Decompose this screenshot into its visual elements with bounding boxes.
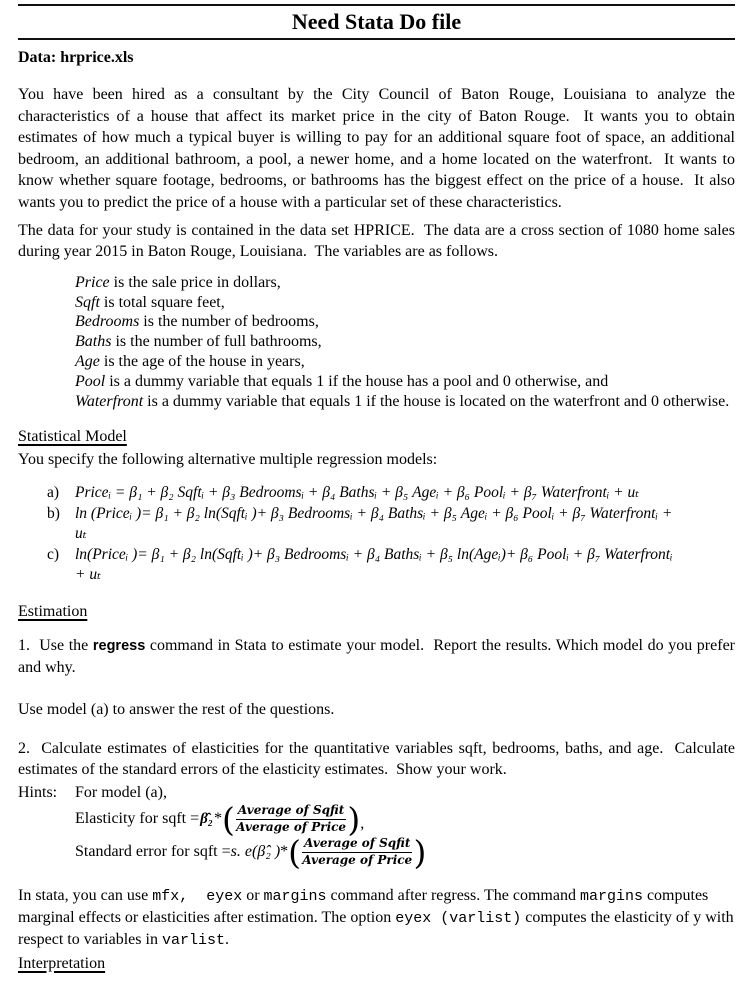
horizontal-rule-top <box>18 4 735 6</box>
data-filename: Data: hrprice.xls <box>18 49 134 66</box>
model-equation-line: Priceᵢ = β₁ + β₂ Sqftᵢ + β₃ Bedroomsᵢ + β₄ Bathsᵢ + β₅ Ageᵢ + β₆ Poolᵢ + β₇ Waterfrontᵢ + uₜ <box>75 484 640 502</box>
hints-label: Hints: <box>18 783 58 801</box>
variable-name: Price <box>75 273 110 291</box>
variable-item-price <box>75 273 735 293</box>
fraction <box>302 837 412 868</box>
formula-label: Standard error for sqft = <box>75 843 231 861</box>
stata-note-text: computes the elasticity of y with respect to variables in <box>18 909 738 949</box>
variable-description: is total square feet, <box>99 293 225 311</box>
variable-name: Sqft <box>75 293 100 311</box>
section-heading-estimation: Estimation <box>18 602 88 620</box>
model-list <box>18 483 735 586</box>
standard-error-term: s. e(β̂₂ ) <box>230 843 281 861</box>
model-equation <box>75 504 735 545</box>
question-2: 2. Calculate estimates of elasticities for the quantitative variables sqft, bedrooms, baths, and age. Calculate estimates of the standard errors of the elasticity estimates. Show your work. <box>18 739 739 779</box>
use-model-note: Use model (a) to answer the rest of the questions. <box>18 701 335 719</box>
elasticity-formula <box>75 799 735 839</box>
fraction-numerator: Average of Sqfit <box>302 837 412 853</box>
variable-item-bedrooms <box>75 312 735 332</box>
model-item-b <box>18 504 735 545</box>
model-equation-line: uₜ <box>75 525 87 543</box>
mfx-eyex-command: mfx, eyex <box>152 887 243 905</box>
fraction-denominator: Average of Price <box>236 820 347 835</box>
section-heading-interpretation: Interpretation <box>18 954 106 972</box>
variable-name: Age <box>75 352 100 370</box>
horizontal-rule-under-title <box>18 38 735 40</box>
model-label: c) <box>47 545 60 563</box>
variable-name: Pool <box>75 372 106 390</box>
variable-item-baths <box>75 332 735 352</box>
formula-label: Elasticity for sqft = <box>75 810 200 828</box>
hints-row <box>18 783 735 803</box>
model-equation-line: ln(Priceᵢ )= β₁ + β₂ ln(Sqftᵢ )+ β₃ Bedroomsᵢ + β₄ Bathsᵢ + β₅ ln(Ageᵢ)+ β₆ Poolᵢ + β₇ Waterfrontᵢ <box>75 545 673 563</box>
model-equation-line: ln (Priceᵢ )= β₁ + β₂ ln(Sqftᵢ )+ β₃ Bedroomsᵢ + β₄ Bathsᵢ + β₅ Ageᵢ + β₆ Poolᵢ + β₇ Waterfrontᵢ + <box>75 504 673 522</box>
variable-name: Bedrooms <box>75 313 140 331</box>
variable-item-age <box>75 352 735 372</box>
open-paren: ( <box>222 799 235 839</box>
beta-hat-2: β̂₂ <box>200 810 214 827</box>
question-1-text: 1. Use the <box>18 636 93 654</box>
model-label: b) <box>47 504 60 522</box>
variable-item-pool <box>75 372 735 392</box>
formula-comma: , <box>360 814 365 832</box>
margins-command: margins <box>263 887 327 905</box>
models-intro: You specify the following alternative multiple regression models: <box>18 451 438 469</box>
stata-note-text: In stata, you can use <box>18 886 153 904</box>
stata-note-text: computes marginal effects or elasticities after estimation. The option <box>18 886 713 927</box>
fraction-numerator: Average of Sqfit <box>236 804 346 820</box>
question-1-text-cont: command in Stata to estimate your model. Report the results. Which model do you prefer and why. <box>18 636 739 677</box>
variable-name: Baths <box>75 333 112 351</box>
variable-item-sqft <box>75 293 735 313</box>
model-item-c <box>18 545 735 586</box>
model-label: a) <box>47 484 60 502</box>
stderr-formula <box>75 832 735 872</box>
open-paren: ( <box>288 832 302 872</box>
close-paren: ) <box>413 832 427 872</box>
variable-description: is the number of full bathrooms, <box>111 333 322 351</box>
fraction-denominator: Average of Price <box>302 853 413 868</box>
close-paren: ) <box>347 799 361 839</box>
margins-command: margins <box>579 887 643 905</box>
variable-name: Waterfront <box>75 392 144 410</box>
model-item-a <box>18 483 735 504</box>
dataset-paragraph: The data for your study is contained in the data set HPRICE. The data are a cross section of 1080 home sales during year 2015 in Baton Rouge, Louisiana. The variables are as follows. <box>18 221 739 261</box>
stata-note-text: or <box>242 886 264 904</box>
section-heading-statistical-model: Statistical Model <box>18 428 127 446</box>
stata-note-text: command after regress. The command <box>326 886 580 904</box>
variable-list <box>75 273 735 412</box>
question-1 <box>18 635 739 679</box>
variable-description: is a dummy variable that equals 1 if the house is located on the waterfront and 0 otherwise. <box>143 392 730 410</box>
varlist-term: varlist <box>161 932 225 950</box>
variable-description: is a dummy variable that equals 1 if the house has a pool and 0 otherwise, and <box>105 372 609 390</box>
document-title: Need Stata Do file <box>291 9 462 34</box>
fraction <box>236 804 346 835</box>
variable-description: is the number of bedrooms, <box>139 313 319 331</box>
regress-command: regress <box>92 637 146 654</box>
model-equation-line: + uₜ <box>75 566 101 584</box>
multiply-operator: * <box>214 810 223 828</box>
multiply-operator: * <box>280 843 289 861</box>
model-equation <box>75 545 735 586</box>
eyex-varlist-option: eyex (varlist) <box>395 910 522 928</box>
model-equation <box>75 483 735 504</box>
intro-paragraph: You have been hired as a consultant by the City Council of Baton Rouge, Louisiana to analyze the characteristics of a house that affect its market price in the city of Baton Rouge. It wants you to obtain estimates of how much a typical buyer is willing to pay for an additional square foot of space, an additional bedroom, an additional bathroom, a pool, a newer home, and a home located on the waterfront. It wants to know whether square footage, bedrooms, or bathrooms has the biggest effect on the price of a house. It also wants you to predict the price of a house with a particular set of these characteristics. <box>18 86 739 211</box>
variable-description: is the sale price in dollars, <box>109 273 281 291</box>
stata-note-text: . <box>224 931 229 949</box>
stata-note <box>18 885 738 952</box>
variable-item-waterfront <box>75 392 735 412</box>
hints-text: For model (a), <box>75 783 167 801</box>
variable-description: is the age of the house in years, <box>99 352 305 370</box>
